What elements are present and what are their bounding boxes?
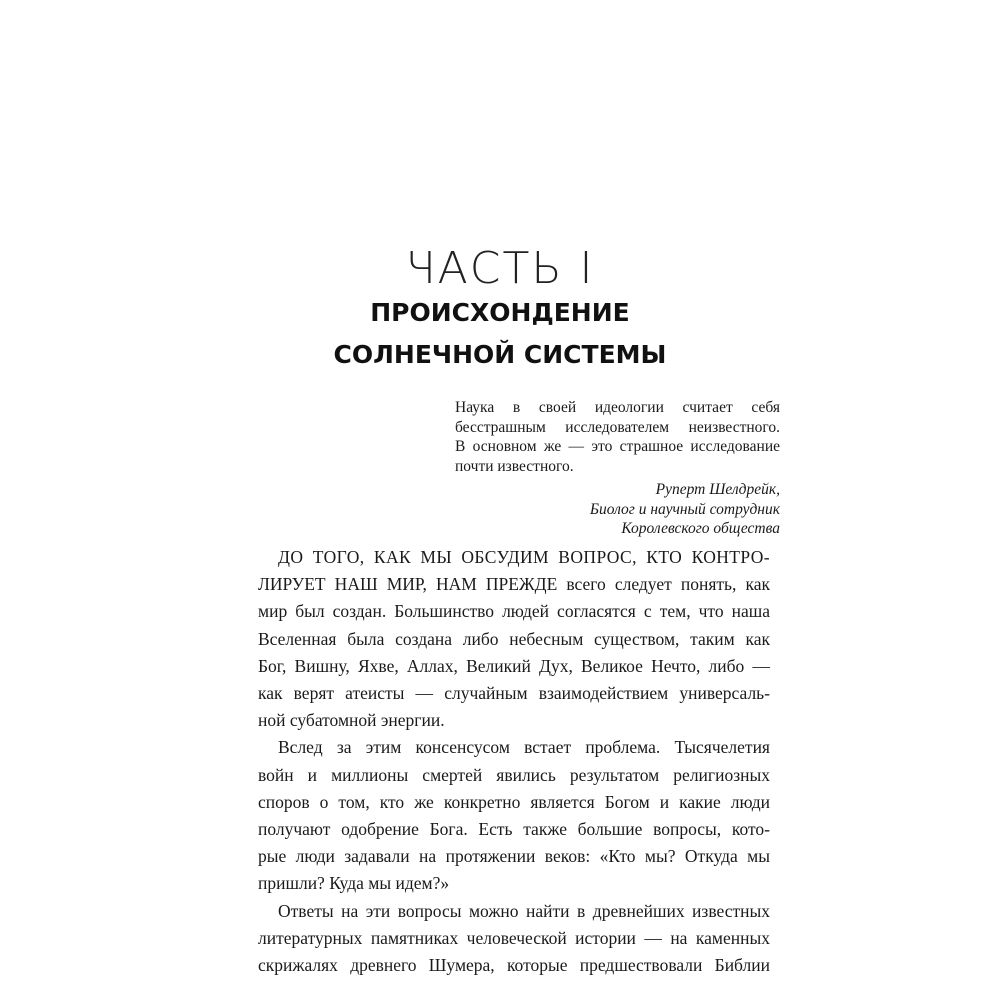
epigraph-quote	[455, 398, 780, 476]
text-line: Вслед за этим консенсусом встает проблема. Тысячелетия	[278, 737, 770, 758]
epigraph-author: Руперт Шелдрейк,	[655, 481, 780, 498]
epigraph-role: Биолог и научный сотрудник	[589, 500, 780, 518]
text-line: Бог, Вишну, Яхве, Аллах, Великий Дух, Великое Нечто, либо —	[258, 655, 770, 676]
epigraph-attribution	[455, 480, 780, 539]
epigraph-role: Королевского общества	[621, 520, 780, 537]
text-line: споров о том, кто же конкретно является Богом и какие люди	[258, 791, 770, 812]
text-line: Вселенная была создана либо небесным существом, таким как	[258, 628, 770, 649]
epigraph-line: почти известного.	[455, 457, 574, 475]
part-label: ЧАСТЬ I	[405, 243, 595, 294]
text-line: ной субатомной энергии.	[258, 710, 445, 731]
text-line: скрижалях древнего Шумера, которые предшествовали Библии	[258, 955, 770, 976]
text-line: пришли? Куда мы идем?»	[258, 873, 450, 894]
epigraph	[455, 398, 780, 539]
paragraph	[258, 898, 770, 980]
epigraph-line: бесстрашным исследователем неизвестного.	[455, 418, 780, 436]
epigraph-line: Наука в своей идеологии считает себя	[455, 399, 780, 416]
epigraph-line: В основном же — это страшное исследование	[455, 438, 780, 455]
text-line: рые люди задавали на протяжении веков: «Кто мы? Откуда мы	[258, 846, 770, 867]
text-line: ЛИРУЕТ НАШ МИР, НАМ ПРЕЖДЕ всего следует понять, как	[258, 574, 770, 595]
text-line: как верят атеисты — случайным взаимодействием универсаль-	[258, 683, 770, 704]
text-line: мир был создан. Большинство людей согласятся с тем, что наша	[258, 601, 770, 622]
part-title-line: ПРОИСХОНДЕНИЕ	[370, 298, 630, 327]
body-text	[258, 544, 770, 979]
paragraph	[258, 544, 770, 734]
text-line: получают одобрение Бога. Есть также большие вопросы, кото-	[258, 819, 770, 840]
text-line: Ответы на эти вопросы можно найти в древнейших известных	[278, 900, 770, 921]
part-title	[0, 292, 1000, 376]
paragraph	[258, 734, 770, 897]
text-line: литературных памятниках человеческой истории — на каменных	[258, 927, 770, 948]
text-line: ДО ТОГО, КАК МЫ ОБСУДИМ ВОПРОС, КТО КОНТРО-	[278, 547, 770, 567]
text-line: войн и миллионы смертей явились результатом религиозных	[258, 764, 770, 785]
part-title-line: СОЛНЕЧНОЙ СИСТЕМЫ	[333, 340, 667, 369]
